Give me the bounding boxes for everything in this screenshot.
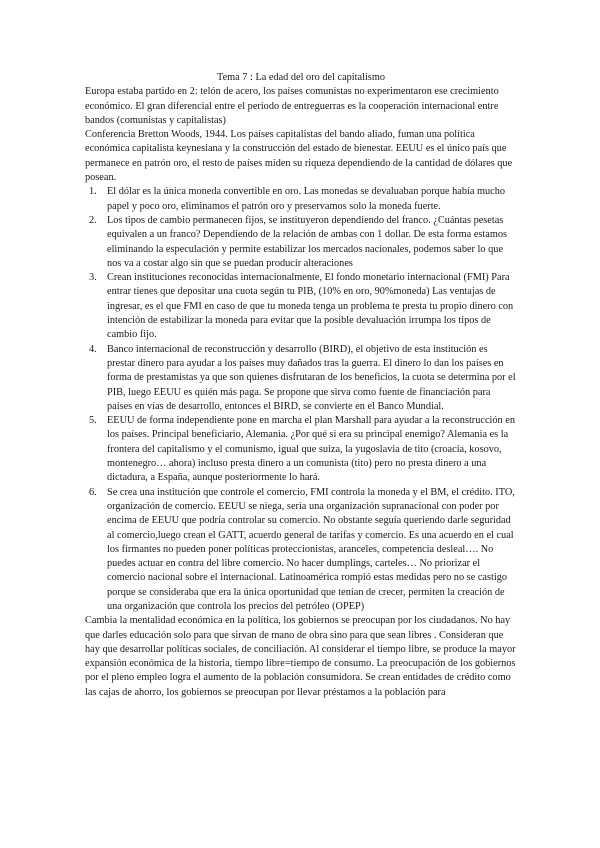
list-number: 6. (89, 486, 97, 498)
closing-paragraph: Cambia la mentalidad económica en la política, los gobiernos se preocupan por los ciudadanos. No hay que darles educación solo para que sirvan de mano de obra sino para que sean libres . Consideran que hay que desarrollar políticas sociales, de conciliación. Al considerar el tiempo libre, se produce la mayor expansión económica de la historia, tiempo libre=tiempo de consumo. La preocupación de los gobiernos por el pleno empleo logra el aumento de la población consumidora. Se crean entidades de crédito como las cajas de ahorro, los gobiernos se preocupan por llevar préstamos a la población para (85, 615, 516, 698)
list-item (85, 486, 517, 615)
list-item (85, 214, 517, 271)
bretton-woods-paragraph: Conferencia Bretton Woods, 1944. Los países capitalistas del bando aliado, fuman una política económica capitalista keynesiana y la construcción del estado de bienestar. EEUU es el único país que permanece en patrón oro, el resto de países miden su riqueza dependiendo de la cantidad de dólares que posean. (85, 129, 513, 184)
list-text: Se crea una institución que controle el comercio, FMI controla la moneda y el BM, el crédito. ITO, organización de comercio. EEUU se niega, sería una organización supranacional con poder por encima de EEUU que podría controlar su comercio. No obstante seguía queriendo darle seguridad al comercio,luego crean el GATT, acuerdo general de tarifas y comercio. Es una acuerdo en el cual los firmantes no pueden poner políticas proteccionistas, aranceles, competencia desleal…. No puedes actuar en contra del libre comercio. No hacer dumplings, carteles… No priorizar el comercio nacional sobre el internacional. Latinoamérica rompió estas medidas pero no se castigo porque se consideraba que era la única oportunidad que tenían de crecer, permiten la creación de una organización que controla los precios del petróleo (OPEP) (107, 486, 515, 612)
list-text: EEUU de forma independiente pone en marcha el plan Marshall para ayudar a la reconstrucción en los países. Principal beneficiario, Alemania. ¿Por qué si era su principal enemigo? Alemania es la frontera del capitalismo y el comunismo, igual que suiza, la yugoslavia de tito (croacia, kosovo, montenegro… ahora) incluso presta dinero a un comunista (tito) pero no presta dinero a una dictadura, a España, aunque posteriormente lo hará. (107, 415, 515, 484)
intro-paragraph: Europa estaba partido en 2: telón de acero, los países comunistas no experimentaron ese crecimiento económico. El gran diferencial entre el periodo de entreguerras es la cooperación internacional entre bandos (comunistas y capitalistas) (85, 86, 499, 126)
page-title: Tema 7 : La edad del oro del capitalismo (217, 72, 385, 83)
list-item (85, 185, 517, 214)
list-text: Los tipos de cambio permanecen fijos, se instituyeron dependiendo del franco. ¿Cuántas pesetas equivalen a un franco? Dependiendo de la relación de ambas con 1 dollar. De esta forma estamos eliminando la especulación y permite estabilizar los mercados nacionales, podemos saber lo que nos va a costar algo sin que se puedan producir alteraciones (107, 214, 507, 269)
list-number: 5. (89, 415, 97, 427)
list-item (85, 414, 517, 485)
document-body (85, 71, 517, 700)
list-number: 1. (89, 186, 97, 198)
list-text: Crean instituciones reconocidas internacionalmente, El fondo monetario internacional (FMI) Para entrar tienes que depositar una cuota según tu PIB, (10% en oro, 90%moneda) Las ventajas de ingresar, es el que FMI en caso de que tu moneda tenga un problema te presta tu propio dinero con intención de estabilizar la moneda para evitar que la posible devaluación irrumpa los tipos de cambio fijo. (107, 272, 514, 341)
list-text: Banco internacional de reconstrucción y desarrollo (BIRD), el objetivo de esta institución es prestar dinero para ayudar a los países muy dañados tras la guerra. El dinero lo dan los países en forma de prestamistas ya que son quienes disfrutaran de los beneficios, la cuota se determina por el PIB, luego EEUU es quién más paga. Se propone que sirva como fuente de financiación para países en vías de desarrollo, entonces el BIRD, se convierte en el Banco Mundial. (107, 343, 516, 412)
list-number: 4. (89, 343, 97, 355)
list-number: 3. (89, 272, 97, 284)
list-item (85, 343, 517, 414)
list-item (85, 271, 517, 342)
numbered-list (85, 185, 517, 614)
list-text: El dólar es la única moneda convertible en oro. Las monedas se devaluaban porque había mucho papel y poco oro, eliminamos el patrón oro y preservamos solo la moneda fuerte. (107, 186, 506, 212)
list-number: 2. (89, 214, 97, 226)
